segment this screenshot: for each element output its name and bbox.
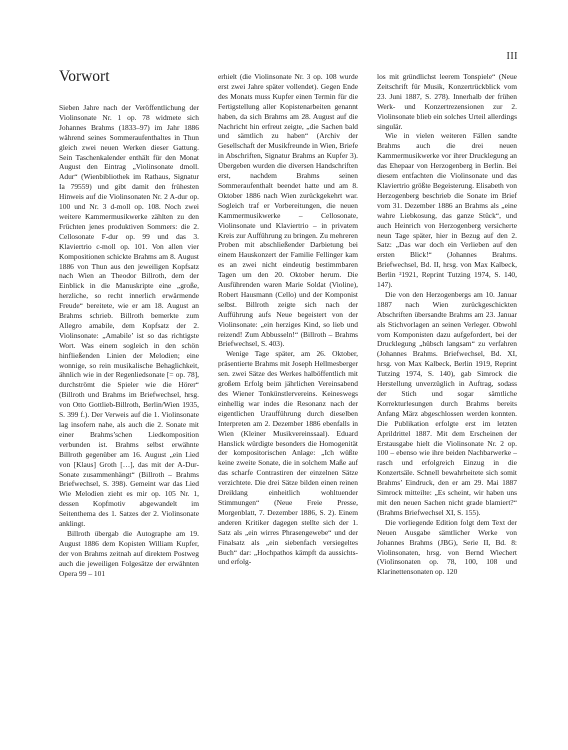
paragraph: erhielt (die Violinsonate Nr. 3 op. 108 wurde erst zwei Jahre später vollendet). Gegen Ende des Monats muss Kupfer einen Termin für die Fertigstellung aller Kopistenarbeiten genannt haben, da sich Brahms am 28. August auf die Nachricht hin erfreut zeigte, „die Sachen bald und sämtlich zu haben“ (Archiv der Gesellschaft der Musikfreunde in Wien, Briefe in Abschriften, Signatur Brahms an Kupfer 3). Übergeben wurden die diversen Handschriften erst, nachdem Brahms seinen Sommeraufenthalt beendet hatte und am 8. Oktober 1886 nach Wien zurückgekehrt war. Sogleich traf er Vorbereitungen, die neuen Kammermusikwerke – Cellosonate, Violinsonate und Klaviertrio – in privatem Kreis zur Aufführung zu bringen. Zu mehreren Proben mit abschließender Darbietung bei einem Hauskonzert der Familie Fellinger kam es an zwei nicht eindeutig bestimmbaren Tagen um den 20. Oktober herum. Die Ausführenden waren Marie Soldat (Violine), Robert Hausmann (Cello) und der Komponist selbst. Billroth zeigte sich nach der Aufführung aufs Neue begeistert von der Violinsonate: „ein herziges Kind, so lieb und reizend! Zum Abbusseln!“ (Billroth – Brahms Briefwechsel, S. 403). bbox=[218, 72, 358, 349]
paragraph: Die vorliegende Edition folgt dem Text der Neuen Ausgabe sämtlicher Werke von Johannes Brahms (JBG), Serie II, Bd. 8: Violinsonaten, hrsg. von Bernd Wiechert (Violinsonaten op. 78, 100, 108 und Klarinettensonaten op. 120 bbox=[377, 517, 517, 577]
paragraph: los mit gründlichst leerem Tonspiele“ (Neue Zeitschrift für Musik, Konzertrückblick vom 23. Juni 1887, S. 278). Innerhalb der frühen Werk- und Konzertrezensionen zur 2. Violinsonate blieb ein solches Urteil allerdings singulär. bbox=[377, 72, 517, 131]
text-column-3 bbox=[377, 72, 517, 728]
paragraph: Die von den Herzogenbergs am 10. Januar 1887 nach Wien zurückgeschickten Abschriften übersandte Brahms am 23. Januar als Stichvorlagen an seinen Verleger. Obwohl vom Komponisten dazu aufgefordert, bei der Drucklegung „hübsch langsam“ zu verfahren (Johannes Brahms. Briefwechsel, Bd. XI, hrsg. von Max Kalbeck, Berlin 1919, Reprint Tutzing 1974, S. 140), gab Simrock die Herstellung unverzüglich in Auftrag, sodass der Stich und sogar sämtliche Korrekturlesungen durch Brahms bereits Anfang März abgeschlossen werden konnten. Die Publikation erfolgte erst im letzten Aprildrittel 1887. Mit dem Erscheinen der Erstausgabe hielt die Violinsonate Nr. 2 op. 100 – ebenso wie ihre beiden Nachbarwerke – rasch und erfolgreich Einzug in die Konzertsäle. Schnell bewahrheitete sich somit Brahms’ Eindruck, den er am 29. Mai 1887 Simrock mitteilte: „Es scheint, wir haben uns mit den neuen Sachen nicht grade blamiert?“ (Brahms Briefwechsel XI, S. 155). bbox=[377, 289, 517, 517]
paragraph: Billroth übergab die Autographe am 19. August 1886 dem Kopisten William Kupfer, der von Brahms zeitnah auf direktem Postweg auch die jeweiligen Folgesätze der erwähnten Opera 99 – 101 bbox=[59, 528, 199, 578]
page-title: Vorwort bbox=[59, 68, 110, 85]
text-column-2 bbox=[218, 72, 358, 728]
paragraph: Sieben Jahre nach der Veröffentlichung der Violinsonate Nr. 1 op. 78 widmete sich Johannes Brahms (1833–97) im Jahr 1886 während seines Sommeraufenthaltes in Thun gleich zwei neuen Werken dieser Gattung. Sein Taschenkalender enthält für den Monat August den Eintrag „Violinsonate dmoll. Adur“ (Wienbibliothek im Rathaus, Signatur Ia 79559) und gibt damit den frühesten Hinweis auf die Violinsonaten Nr. 2 A-dur op. 100 und Nr. 3 d-moll op. 108. Noch zwei weitere Kammermusikwerke zählten zu den Früchten jenes produktiven Sommers: die 2. Cellosonate F-dur op. 99 und das 3. Klaviertrio c-moll op. 101. Von allen vier Kompositionen schickte Brahms am 8. August 1886 von Thun aus den jeweiligen Kopfsatz nach Wien an Theodor Billroth, dem der Einblick in die Manuskripte eine „große, herzliche, so recht innerlich erwärmende Freude“ bereitete, wie er am 18. August an Brahms schrieb. Billroth bemerkte zum Allegro amabile, dem Kopfsatz der 2. Violinsonate: „Amabile’ ist so das richtigste Wort. Was einem sogleich in den schön hinfließenden Linien der Melodien; eine wonnige, so rein musikalische Behaglichkeit, ähnlich wie in der Regenliedsonate [= op. 78], durchströmt die Spieler wie die Hörer“ (Billroth und Brahms im Briefwechsel, hrsg. von Otto Gottlieb-Billroth, Berlin/Wien 1935, S. 399 f.). Der Verweis auf die 1. Violinsonate lag insofern nahe, als auch die 2. Sonate mit einer Brahms’schen Liedkomposition verbunden ist. Brahms selbst erwähnte Billroth gegenüber am 16. August „ein Lied von [Klaus] Groth […], das mit der A-Dur-Sonate zusammenhängt“ (Billroth – Brahms Briefwechsel, S. 398). Gemeint war das Lied Wie Melodien zieht es mir op. 105 Nr. 1, dessen Kopfmotiv abgewandelt im Seitenthema des 1. Satzes der 2. Violinsonate anklingt. bbox=[59, 103, 199, 529]
text-column-1 bbox=[59, 103, 199, 728]
page-number: III bbox=[506, 51, 518, 62]
paragraph: Wenige Tage später, am 26. Oktober, präsentierte Brahms mit Joseph Hellmesberger sen. zwei Sätze des Werkes halböffentlich mit großem Erfolg beim jährlichen Vereinsabend des Wiener Tonkünstlervereins. Keineswegs einhellig war indes die Resonanz nach der eigentlichen Uraufführung durch dieselben Interpreten am 2. Dezember 1886 ebenfalls in Wien (Kleiner Musikvereinssaal). Eduard Hanslick würdigte besonders die Homogenität der kompositorischen Anlage: „Ich wüßte keine zweite Sonate, die in solchem Maße auf das scharfe Contrastiren der einzelnen Sätze verzichtete. Die drei Sätze bilden einen reinen Dreiklang einheitlich wohltuender Stimmungen“ (Neue Freie Presse, Morgenblatt, 7. Dezember 1886, S. 2). Einem anderen Kritiker dagegen stellte sich der 1. Satz als „ein wirres Phrasengewebe“ und der Finalsatz als „ein siebenfach versiegeltes Buch“ dar: „Hochpathos kämpft da aussichts- und erfolg- bbox=[218, 349, 358, 567]
paragraph: Wie in vielen weiteren Fällen sandte Brahms auch die drei neuen Kammermusikwerke vor ihrer Drucklegung an das Ehepaar von Herzogenberg in Berlin. Bei diesem entfachten die Violinsonate und das Klaviertrio größte Begeisterung. Elisabeth von Herzogenberg beschrieb die Sonate im Brief vom 31. Dezember 1886 an Brahms als „eine wahre Liebkosung, das ganze Stück“, und auch Heinrich von Herzogenberg versicherte neun Tage später, hier in Bezug auf den 2. Satz: „Das war doch ein Verlieben auf den ersten Blick!“ (Johannes Brahms. Briefwechsel, Bd. II, hrsg. von Max Kalbeck, Berlin ²1921, Reprint Tutzing 1974, S. 140, 147). bbox=[377, 131, 517, 290]
